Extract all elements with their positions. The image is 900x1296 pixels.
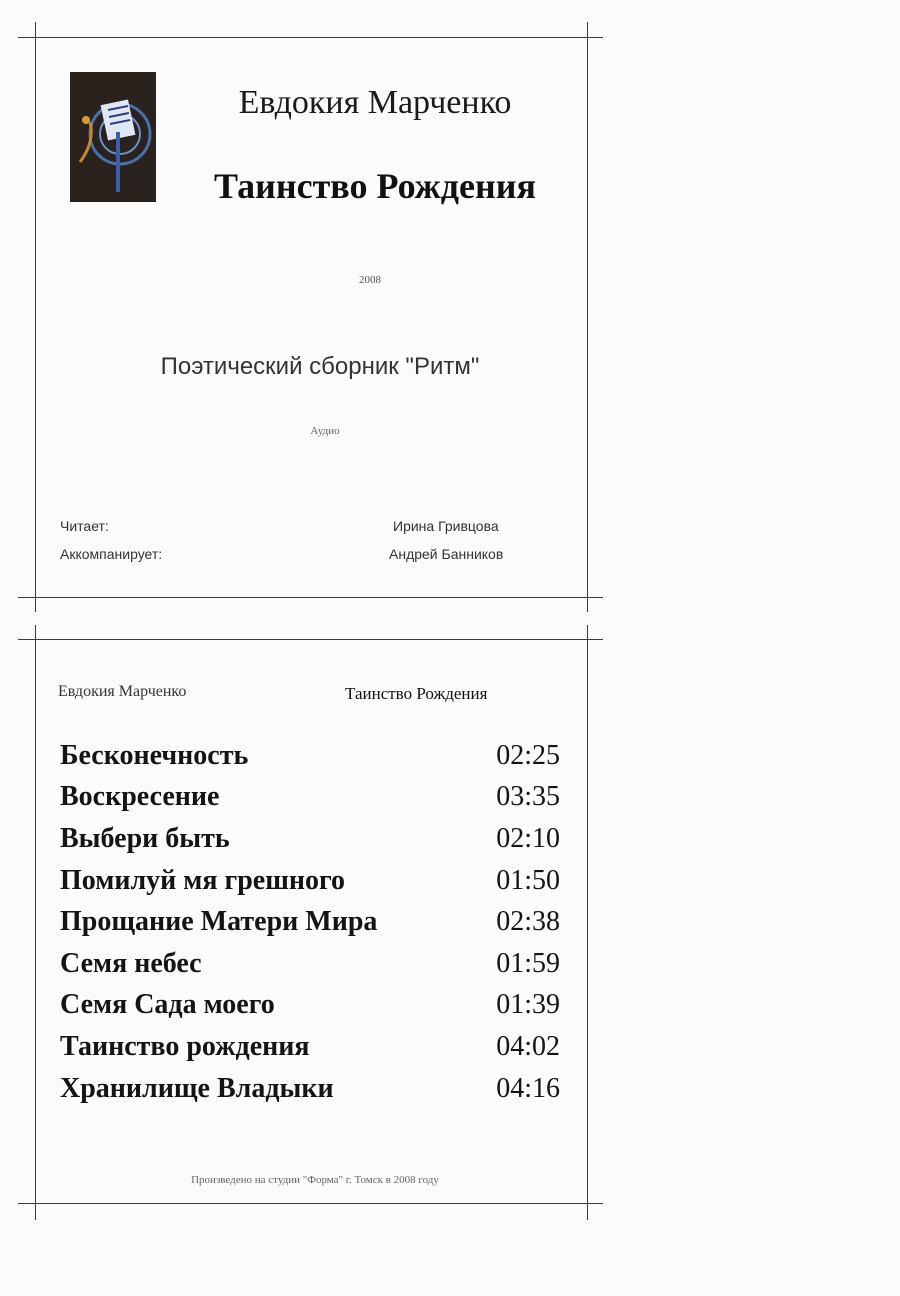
front-collection: Поэтический сборник "Ритм" [160, 353, 480, 380]
back-right-border [587, 625, 588, 1220]
track-name: Выбери быть [60, 822, 230, 854]
track-row [60, 985, 560, 1027]
credit-name-accompanist: Андрей Банников [389, 546, 504, 562]
studio-logo [70, 72, 156, 202]
front-bottom-border [18, 597, 603, 598]
track-row [60, 943, 560, 985]
track-duration: 01:50 [496, 864, 560, 896]
track-name: Таинство рождения [60, 1030, 310, 1062]
track-duration: 04:16 [496, 1072, 560, 1104]
track-name: Семя небес [60, 947, 202, 979]
track-duration: 02:25 [496, 739, 560, 771]
back-left-border [35, 625, 36, 1220]
back-title: Таинство Рождения [345, 684, 488, 703]
credit-role-accompanist: Аккомпанирует: [60, 546, 163, 562]
track-duration: 01:39 [496, 989, 560, 1021]
track-duration: 01:59 [496, 947, 560, 979]
track-row [60, 777, 560, 819]
back-top-border [18, 639, 603, 640]
track-name: Хранилище Владыки [60, 1072, 334, 1104]
track-row [60, 818, 560, 860]
track-row [60, 1026, 560, 1068]
track-name: Семя Сада моего [60, 989, 275, 1021]
front-year: 2008 [359, 274, 381, 286]
track-name: Бесконечность [60, 739, 249, 771]
track-name: Воскресение [60, 781, 220, 813]
track-row [60, 735, 560, 777]
front-author: Евдокия Марченко [238, 84, 512, 121]
track-name: Помилуй мя грешного [60, 864, 346, 896]
track-name: Прощание Матери Мира [60, 906, 378, 938]
front-title: Таинство Рождения [214, 166, 536, 206]
back-bottom-border [18, 1203, 603, 1204]
track-duration: 03:35 [496, 781, 560, 813]
production-note: Произведено на студии "Форма" г. Томск в 2008 году [191, 1174, 439, 1186]
track-row [60, 860, 560, 902]
credit-name-reader: Ирина Гривцова [393, 518, 499, 534]
track-duration: 02:38 [496, 906, 560, 938]
track-duration: 04:02 [496, 1030, 560, 1062]
front-left-border [35, 22, 36, 612]
front-top-border [18, 37, 603, 38]
track-row [60, 1068, 560, 1110]
track-row [60, 901, 560, 943]
back-author: Евдокия Марченко [58, 683, 187, 700]
track-list [60, 735, 560, 1109]
credit-role-reader: Читает: [60, 518, 109, 534]
front-format: Аудио [310, 425, 340, 437]
track-duration: 02:10 [496, 822, 560, 854]
